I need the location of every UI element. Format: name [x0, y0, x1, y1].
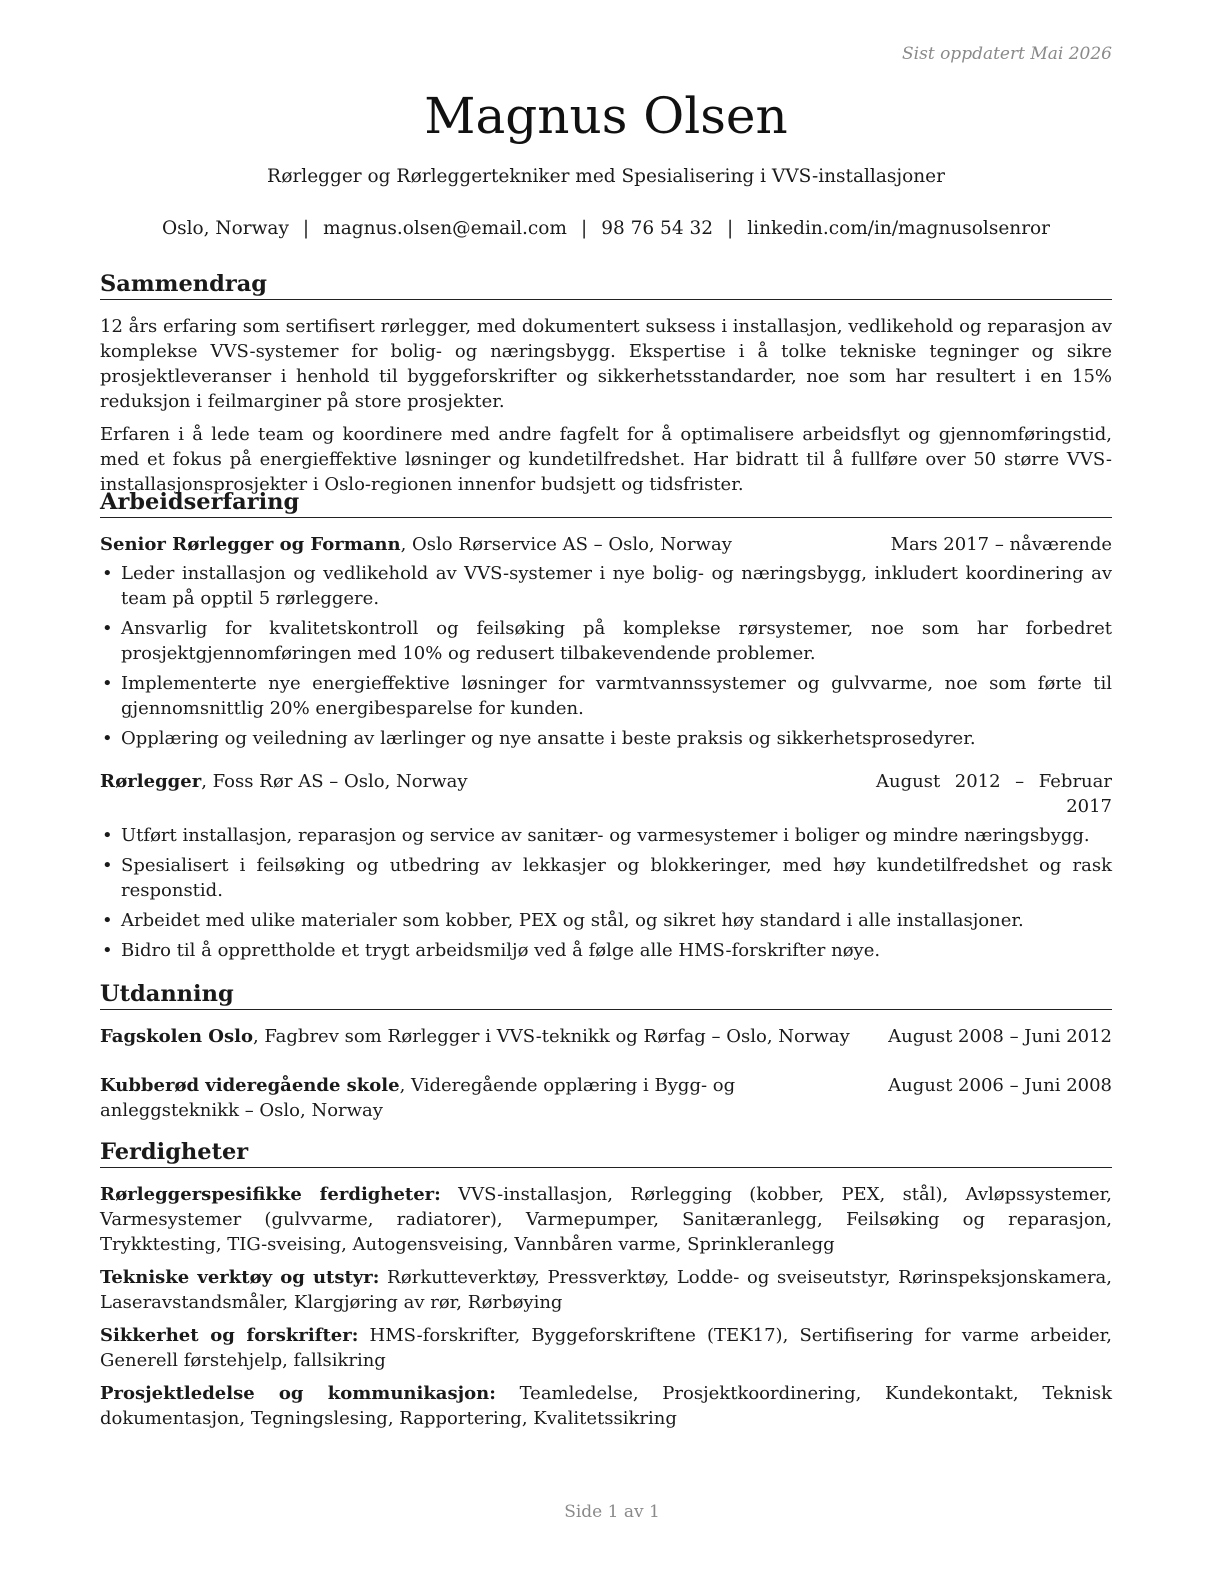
job-entry — [100, 532, 1112, 751]
job-dates: August 2012 – Februar 2017 — [876, 771, 1112, 817]
summary-paragraph: Erfaren i å lede team og koordinere med andre fagfelt for å optimalisere arbeidsflyt og gjennomføringstid, med et fokus på energieffektive løsninger og kundetilfredshet. Har bidratt til å fullføre over 50 større VVS-installasjonsprosjekter i Oslo-regionen innenfor budsjett og tidsfrister. — [100, 424, 1112, 495]
education-detail: , Fagbrev som Rørlegger i VVS-teknikk og Rørfag – Oslo, Norway — [252, 1026, 850, 1047]
section-title-experience: Arbeidserfaring — [100, 488, 1112, 518]
skill-group-label: Sikkerhet og forskrifter: — [100, 1325, 359, 1346]
headline: Rørlegger og Rørleggertekniker med Spesialisering i VVS-installasjoner — [267, 166, 945, 187]
contact-separator: | — [727, 218, 734, 239]
education-entry — [100, 1073, 1112, 1123]
bullet-item: • Bidro til å opprettholde et trygt arbeidsmiljø ved å følge alle HMS-forskrifter nøye. — [100, 938, 1112, 963]
education-section — [100, 980, 1112, 1123]
education-dates: August 2006 – Juni 2008 — [888, 1075, 1112, 1096]
job-header — [100, 769, 1112, 819]
bullet-item: • Implementerte nye energieffektive løsninger for varmtvannssystemer og gulvvarme, noe som førte til gjennomsnittlig 20% energibesparelse for kunden. — [100, 671, 1112, 721]
last-updated: Sist oppdatert Mai 2026 — [902, 44, 1112, 64]
section-title-summary: Sammendrag — [100, 270, 1112, 300]
skill-group-text: Rørkutteverktøy, Pressverktøy, Lodde- og sveiseutstyr, Rørinspeksjonskamera, Laseravstandsmåler, Klargjøring av rør, Rørbøying — [100, 1267, 1112, 1313]
skill-group-label: Prosjektledelse og kommunikasjon: — [100, 1383, 496, 1404]
job-role: Rørlegger — [100, 771, 202, 792]
bullet-item: • Utført installasjon, reparasjon og service av sanitær- og varmesystemer i boliger og mindre næringsbygg. — [100, 823, 1112, 848]
bullet-item: • Leder installasjon og vedlikehold av VVS-systemer i nye bolig- og næringsbygg, inkludert koordinering av team på opptil 5 rørleggere. — [100, 561, 1112, 611]
summary-paragraph: 12 års erfaring som sertifisert rørlegger, med dokumentert suksess i installasjon, vedlikehold og reparasjon av komplekse VVS-systemer for bolig- og næringsbygg. Ekspertise i å tolke tekniske tegninger og sikre prosjektleveranser i henhold til byggeforskrifter og sikkerhetsstandarder, noe som har resultert i en 15% reduksjon i feilmarginer på store prosjekter. — [100, 316, 1112, 412]
skill-group-text: HMS-forskrifter, Byggeforskriftene (TEK17), Sertifisering for varme arbeider, Generell førstehjelp, fallsikring — [100, 1325, 1112, 1371]
skill-group — [100, 1182, 1112, 1257]
job-bullets — [100, 823, 1112, 963]
education-dates: August 2008 – Juni 2012 — [888, 1026, 1112, 1047]
bullet-item: • Opplæring og veiledning av lærlinger og nye ansatte i beste praksis og sikkerhetsprosedyrer. — [100, 726, 1112, 751]
skill-group-label: Rørleggerspesifikke ferdigheter: — [100, 1184, 441, 1205]
section-title-education: Utdanning — [100, 980, 1112, 1010]
contact-location: Oslo, Norway — [161, 218, 289, 239]
job-company: , Oslo Rørservice AS – Oslo, Norway — [400, 534, 732, 555]
contact-linkedin[interactable]: linkedin.com/in/magnusolsenror — [747, 218, 1051, 239]
skill-group-text: VVS-installasjon, Rørlegging (kobber, PEX, stål), Avløpssystemer, Varmesystemer (gulvvarme, radiatorer), Varmepumper, Sanitæranlegg, Feilsøking og reparasjon, Trykktesting, TIG-sveising, Autogensveising, Vannbåren varme, Sprinkleranlegg — [100, 1184, 1112, 1255]
education-entry — [100, 1024, 1112, 1049]
skill-group-label: Tekniske verktøy og utstyr: — [100, 1267, 380, 1288]
summary-section — [100, 270, 1112, 505]
job-role: Senior Rørlegger og Formann — [100, 534, 401, 555]
contact-email[interactable]: magnus.olsen@email.com — [323, 218, 567, 239]
job-entry — [100, 769, 1112, 963]
bullet-item: • Ansvarlig for kvalitetskontroll og feilsøking på komplekse rørsystemer, noe som har forbedret prosjektgjennomføringen med 10% og redusert tilbakevendende problemer. — [100, 616, 1112, 666]
contact-phone: 98 76 54 32 — [601, 218, 714, 239]
candidate-name: Magnus Olsen — [424, 87, 788, 145]
job-company: , Foss Rør AS – Oslo, Norway — [201, 771, 468, 792]
skill-group — [100, 1381, 1112, 1431]
job-dates: Mars 2017 – nåværende — [890, 534, 1112, 555]
page-number: Side 1 av 1 — [564, 1502, 660, 1522]
contact-separator: | — [580, 218, 588, 239]
bullet-item: • Arbeidet med ulike materialer som kobber, PEX og stål, og sikret høy standard i alle installasjoner. — [100, 908, 1112, 933]
skill-group — [100, 1265, 1112, 1315]
skills-section — [100, 1138, 1112, 1439]
contact-line — [100, 218, 1112, 239]
skill-group-text: Teamledelse, Prosjektkoordinering, Kundekontakt, Teknisk dokumentasjon, Tegningslesing, Rapportering, Kvalitetssikring — [100, 1383, 1112, 1429]
section-title-skills: Ferdigheter — [100, 1138, 1112, 1168]
job-bullets — [100, 561, 1112, 751]
education-school: Fagskolen Oslo — [100, 1026, 253, 1047]
contact-separator: | — [302, 218, 310, 239]
experience-section — [100, 488, 1112, 968]
bullet-item: • Spesialisert i feilsøking og utbedring av lekkasjer og blokkeringer, med høy kundetilfredshet og rask responstid. — [100, 853, 1112, 903]
education-detail: , Videregående opplæring i Bygg- og anleggsteknikk – Oslo, Norway — [100, 1075, 736, 1121]
education-school: Kubberød videregående skole — [100, 1075, 400, 1096]
skill-group — [100, 1323, 1112, 1373]
job-header — [100, 532, 1112, 557]
